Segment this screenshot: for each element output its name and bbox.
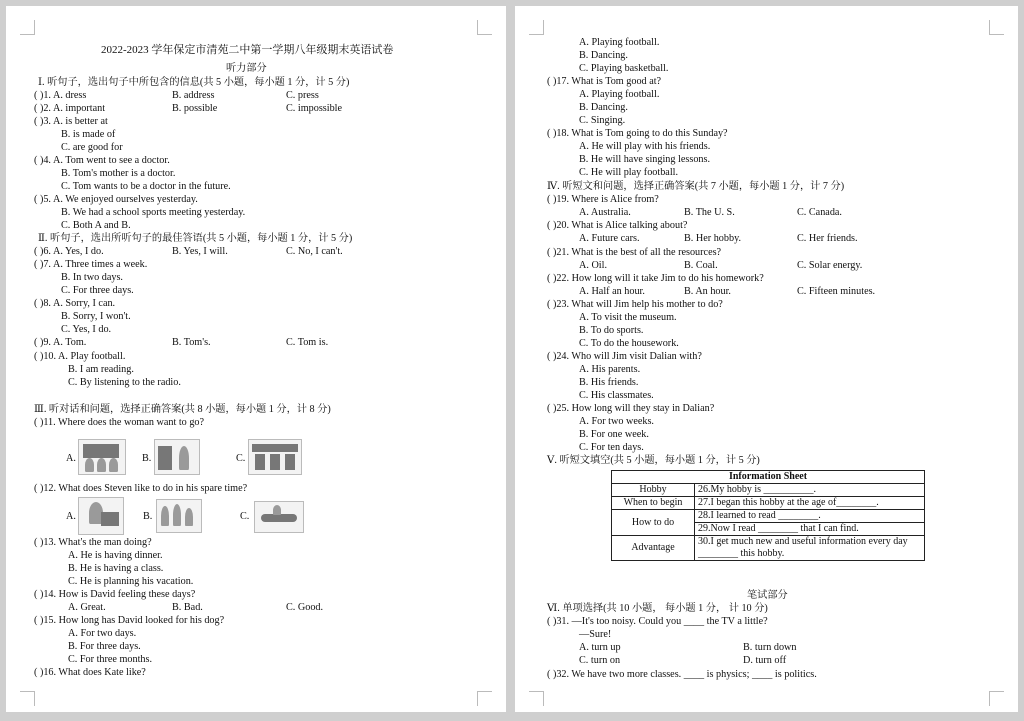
q15-question: ( )15. How long has David looked for his dog? (34, 615, 225, 626)
section-3-heading: Ⅲ. 听对话和问题，选择正确答案(共 8 小题，每小题 1 分，计 8 分) (34, 404, 331, 415)
q15-option-a: A. For two days. (68, 628, 137, 639)
q23-option-b: B. To do sports. (579, 325, 644, 336)
q22-option-b: B. An hour. (684, 286, 731, 297)
q16-option-b: B. Dancing. (579, 50, 628, 61)
q25-option-b: B. For one week. (579, 429, 649, 440)
q24-option-c: C. His classmates. (579, 390, 654, 401)
q13-option-a: A. He is having dinner. (68, 550, 163, 561)
q18-question: ( )18. What is Tom going to do this Sunday? (547, 128, 728, 139)
q14-question: ( )14. How is David feeling these days? (34, 589, 196, 600)
q1-option-a: ( )1. A. dress (34, 90, 87, 101)
q12-picture-a (78, 497, 124, 535)
q7-option-c: C. For three days. (61, 285, 134, 296)
q8-option-a: ( )8. A. Sorry, I can. (34, 298, 116, 309)
q32-question: ( )32. We have two more classes. ____ is physics; ____ is politics. (547, 669, 817, 680)
q4-option-b: B. Tom's mother is a doctor. (61, 168, 176, 179)
q11-picture-b (154, 439, 200, 475)
q21-option-a: A. Oil. (579, 260, 608, 271)
section-1-heading: Ⅰ. 听句子，选出句子中所包含的信息(共 5 小题，每小题 1 分，计 5 分) (38, 77, 350, 88)
row-label-advantage: Advantage (612, 536, 695, 561)
q16-question: ( )16. What does Kate like? (34, 667, 146, 678)
q20-question: ( )20. What is Alice talking about? (547, 220, 688, 231)
q31-reply: —Sure! (579, 629, 612, 640)
q25-option-c: C. For ten days. (579, 442, 644, 453)
section-4-heading: Ⅳ. 听短文和问题，选择正确答案(共 7 小题，每小题 1 分，计 7 分) (547, 181, 845, 192)
section-5-heading: Ⅴ. 听短文填空(共 5 小题，每小题 1 分，计 5 分) (547, 455, 760, 466)
crop-mark-bottom-right (477, 691, 492, 706)
q13-question: ( )13. What's the man doing? (34, 537, 152, 548)
section-6-heading: Ⅵ. 单项选择(共 10 小题， 每小题 1 分， 计 10 分) (547, 603, 768, 614)
q20-option-a: A. Future cars. (579, 233, 640, 244)
q6-option-a: ( )6. A. Yes, I do. (34, 246, 104, 257)
crop-mark-top-right (989, 20, 1004, 35)
q25-option-a: A. For two weeks. (579, 416, 654, 427)
q14-option-b: B. Bad. (172, 602, 203, 613)
q19-question: ( )19. Where is Alice from? (547, 194, 659, 205)
q11-question: ( )11. Where does the woman want to go? (34, 417, 205, 428)
row-label-hobby: Hobby (612, 484, 695, 497)
q7-option-a: ( )7. A. Three times a week. (34, 259, 148, 270)
q24-question: ( )24. Who will Jim visit Dalian with? (547, 351, 702, 362)
row-label-when-to-begin: When to begin (612, 497, 695, 510)
q22-question: ( )22. How long will it take Jim to do his homework? (547, 273, 764, 284)
q12-question: ( )12. What does Steven like to do in his spare time? (34, 483, 248, 494)
listening-section-title: 听力部分 (226, 63, 267, 74)
q31-option-c: C. turn on (579, 655, 621, 666)
crop-mark-top-left (529, 20, 544, 35)
q18-option-b: B. He will have singing lessons. (579, 154, 711, 165)
q24-option-b: B. His friends. (579, 377, 639, 388)
q2-option-a: ( )2. A. important (34, 103, 106, 114)
q18-option-c: C. He will play football. (579, 167, 679, 178)
q11-label-a: A. (66, 453, 76, 464)
q2-option-b: B. possible (172, 103, 218, 114)
q16-option-a: A. Playing football. (579, 37, 660, 48)
q11-picture-a (78, 439, 126, 475)
q21-question: ( )21. What is the best of all the resources? (547, 247, 722, 258)
q13-option-c: C. He is planning his vacation. (68, 576, 194, 587)
q22-option-a: A. Half an hour. (579, 286, 645, 297)
q11-label-b: B. (142, 453, 152, 464)
blank-28: 28.I learned to read ________. (695, 510, 925, 523)
q17-option-c: C. Singing. (579, 115, 626, 126)
q10-option-a: ( )10. A. Play football. (34, 351, 126, 362)
q17-question: ( )17. What is Tom good at? (547, 76, 662, 87)
q1-option-b: B. address (172, 90, 215, 101)
q12-label-b: B. (143, 511, 153, 522)
q5-option-c: C. Both A and B. (61, 220, 131, 231)
q8-option-b: B. Sorry, I won't. (61, 311, 131, 322)
information-sheet-table (611, 470, 925, 561)
q14-option-a: A. Great. (68, 602, 106, 613)
q13-option-b: B. He is having a class. (68, 563, 164, 574)
q21-option-c: C. Solar energy. (797, 260, 863, 271)
q11-label-c: C. (236, 453, 246, 464)
writing-section-title: 笔试部分 (747, 590, 788, 601)
q23-question: ( )23. What will Jim help his mother to do? (547, 299, 723, 310)
blank-26: 26.My hobby is __________. (695, 484, 925, 497)
blank-30-line-1: 30.I get much new and useful information every day (698, 536, 908, 547)
q12-label-c: C. (240, 511, 250, 522)
q20-option-c: C. Her friends. (797, 233, 858, 244)
q11-picture-c (248, 439, 302, 475)
q19-option-b: B. The U. S. (684, 207, 735, 218)
section-2-heading: Ⅱ. 听句子，选出所听句子的最佳答语(共 5 小题，每小题 1 分，计 5 分) (38, 233, 353, 244)
q10-option-c: C. By listening to the radio. (68, 377, 181, 388)
q6-option-c: C. No, I can't. (286, 246, 343, 257)
crop-mark-top-left (20, 20, 35, 35)
q4-option-a: ( )4. A. Tom went to see a doctor. (34, 155, 170, 166)
crop-mark-bottom-left (20, 691, 35, 706)
q31-option-a: A. turn up (579, 642, 621, 653)
q25-question: ( )25. How long will they stay in Dalian? (547, 403, 715, 414)
q3-option-b: B. is made of (61, 129, 116, 140)
q4-option-c: C. Tom wants to be a doctor in the future. (61, 181, 231, 192)
row-label-how-to-do: How to do (612, 510, 695, 536)
page-left (6, 6, 506, 712)
q19-option-c: C. Canada. (797, 207, 842, 218)
q2-option-c: C. impossible (286, 103, 343, 114)
q31-option-b: B. turn down (743, 642, 797, 653)
q18-option-a: A. He will play with his friends. (579, 141, 711, 152)
q7-option-b: B. In two days. (61, 272, 123, 283)
q5-option-b: B. We had a school sports meeting yesterday. (61, 207, 246, 218)
blank-27: 27.I began this hobby at the age of________. (695, 497, 925, 510)
q12-picture-b (156, 499, 202, 533)
q9-option-c: C. Tom is. (286, 337, 329, 348)
q9-option-b: B. Tom's. (172, 337, 211, 348)
q24-option-a: A. His parents. (579, 364, 641, 375)
exam-title: 2022-2023 学年保定市清苑二中第一学期八年级期末英语试卷 (101, 44, 394, 56)
q3-option-a: ( )3. A. is better at (34, 116, 108, 127)
q31-question: ( )31. —It's too noisy. Could you ____ the TV a little? (547, 616, 768, 627)
q6-option-b: B. Yes, I will. (172, 246, 228, 257)
q21-option-b: B. Coal. (684, 260, 718, 271)
q17-option-b: B. Dancing. (579, 102, 628, 113)
q14-option-c: C. Good. (286, 602, 324, 613)
blank-29: 29.Now I read ________ that I can find. (695, 523, 925, 536)
table-header: Information Sheet (612, 471, 925, 484)
q17-option-a: A. Playing football. (579, 89, 660, 100)
crop-mark-top-right (477, 20, 492, 35)
crop-mark-bottom-left (529, 691, 544, 706)
q16-option-c: C. Playing basketball. (579, 63, 669, 74)
q8-option-c: C. Yes, I do. (61, 324, 112, 335)
page-right (515, 6, 1018, 712)
q20-option-b: B. Her hobby. (684, 233, 742, 244)
q12-picture-c (254, 501, 304, 533)
q22-option-c: C. Fifteen minutes. (797, 286, 876, 297)
q10-option-b: B. I am reading. (68, 364, 134, 375)
q15-option-c: C. For three months. (68, 654, 153, 665)
q1-option-c: C. press (286, 90, 319, 101)
q19-option-a: A. Australia. (579, 207, 631, 218)
q15-option-b: B. For three days. (68, 641, 141, 652)
q23-option-c: C. To do the housework. (579, 338, 679, 349)
crop-mark-bottom-right (989, 691, 1004, 706)
q3-option-c: C. are good for (61, 142, 123, 153)
q31-option-d: D. turn off (743, 655, 787, 666)
q9-option-a: ( )9. A. Tom. (34, 337, 87, 348)
q23-option-a: A. To visit the museum. (579, 312, 677, 323)
q5-option-a: ( )5. A. We enjoyed ourselves yesterday. (34, 194, 198, 205)
blank-30-line-2: ________ this hobby. (698, 548, 785, 559)
blank-30 (695, 536, 925, 561)
q12-label-a: A. (66, 511, 76, 522)
